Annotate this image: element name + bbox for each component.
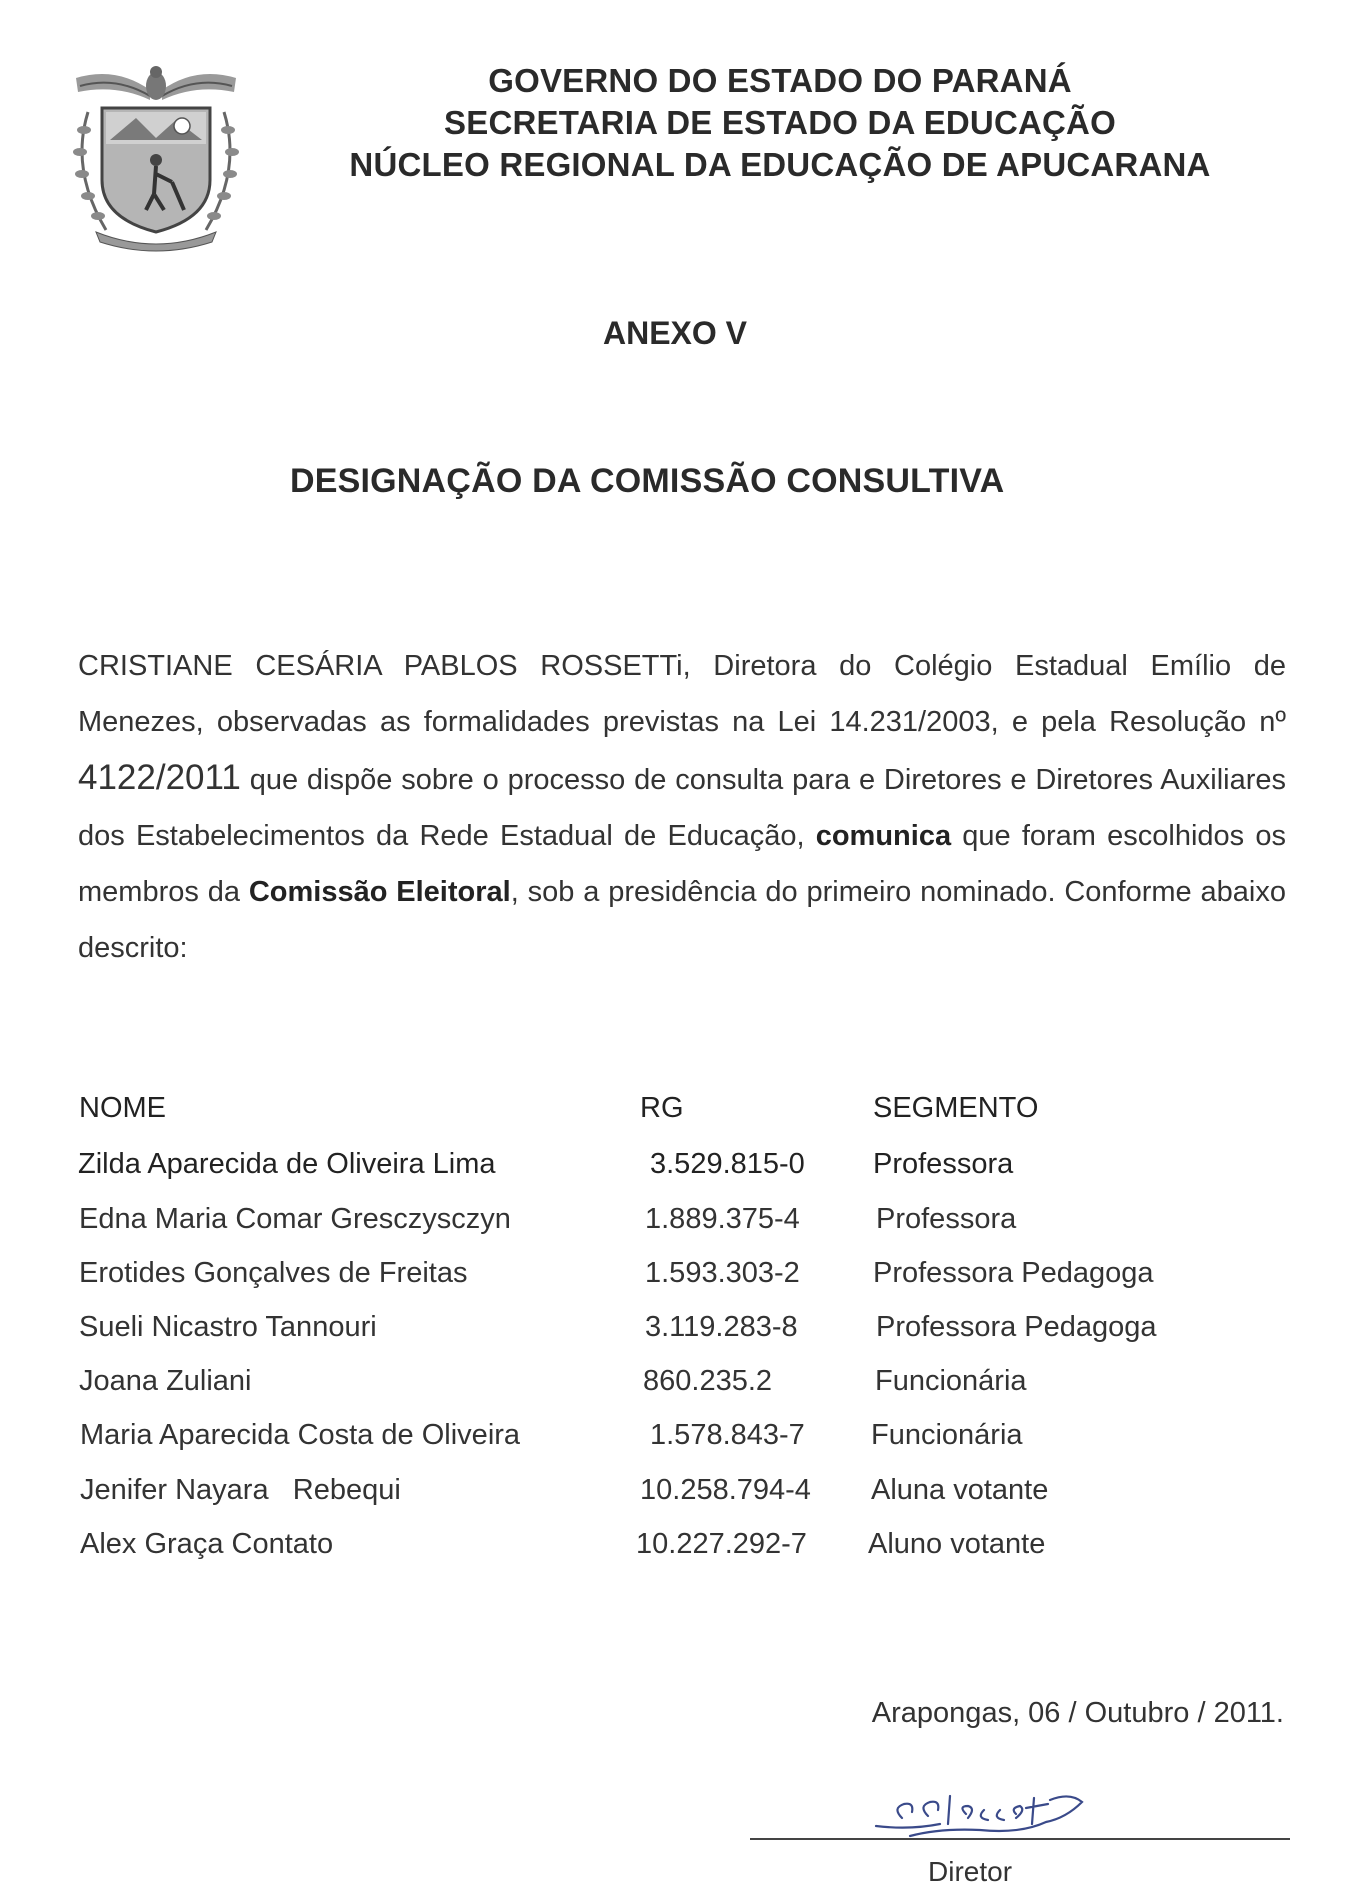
table-row — [0, 1257, 1350, 1311]
table-row — [0, 1311, 1350, 1365]
header-regional-nucleus: NÚCLEO REGIONAL DA EDUCAÇÃO DE APUCARANA — [349, 146, 1211, 183]
signature-line — [750, 1838, 1290, 1840]
member-name: Jenifer Nayara Rebequi — [80, 1474, 401, 1506]
member-rg: 3.119.283-8 — [645, 1311, 798, 1343]
document-title: DESIGNAÇÃO DA COMISSÃO CONSULTIVA — [290, 462, 1005, 500]
member-rg: 860.235.2 — [643, 1365, 773, 1397]
member-rg: 10.227.292-7 — [636, 1528, 807, 1560]
member-name: Edna Maria Comar Gresczysczyn — [79, 1203, 511, 1235]
header-secretariat: SECRETARIA DE ESTADO DA EDUCAÇÃO — [444, 104, 1116, 141]
member-segment: Aluno votante — [868, 1528, 1046, 1560]
table-row — [0, 1203, 1350, 1257]
member-rg: 1.593.303-2 — [645, 1257, 800, 1289]
body-bold-communicates: comunica — [815, 820, 952, 852]
signature-label: Diretor — [928, 1856, 1013, 1887]
resolution-number: 4122/2011 — [78, 758, 241, 797]
body-text-part1: CRISTIANE CESÁRIA PABLOS ROSSETTi, Diretora do Colégio Estadual Emílio de Menezes, observadas as formalidades previstas na Lei 14.231/2003, e pela Resolução nº — [78, 650, 1286, 738]
member-name: Maria Aparecida Costa de Oliveira — [80, 1419, 521, 1451]
table-row — [0, 1419, 1350, 1473]
member-name: Alex Graça Contato — [80, 1528, 334, 1560]
body-text-part3: que foram escolhidos os membros da — [78, 820, 1286, 908]
column-header-name: NOME — [79, 1092, 166, 1124]
table-row — [0, 1528, 1350, 1582]
document-header — [280, 60, 1280, 186]
member-name: Sueli Nicastro Tannouri — [79, 1311, 377, 1343]
column-header-rg: RG — [640, 1092, 684, 1124]
member-segment: Professora Pedagoga — [876, 1311, 1157, 1343]
member-segment: Aluna votante — [871, 1474, 1049, 1506]
body-paragraph — [78, 638, 1286, 976]
body-text-part2: que dispõe sobre o processo de consulta para e Diretores e Diretores Auxiliares dos Estabelecimentos da Rede Estadual de Educação, — [78, 764, 1286, 852]
header-government: GOVERNO DO ESTADO DO PARANÁ — [488, 62, 1072, 99]
member-rg: 1.889.375-4 — [645, 1203, 800, 1235]
member-rg: 1.578.843-7 — [650, 1419, 805, 1451]
member-segment: Professora — [876, 1203, 1017, 1235]
member-segment: Funcionária — [871, 1419, 1023, 1451]
table-row — [0, 1474, 1350, 1528]
table-row — [0, 1148, 1350, 1202]
member-segment: Funcionária — [875, 1365, 1027, 1397]
document-date: Arapongas, 06 / Outubro / 2011. — [871, 1697, 1284, 1729]
member-name: Joana Zuliani — [79, 1365, 252, 1397]
member-rg: 3.529.815-0 — [650, 1148, 805, 1180]
member-segment: Professora Pedagoga — [873, 1257, 1154, 1289]
member-rg: 10.258.794-4 — [640, 1474, 811, 1506]
column-header-segment: SEGMENTO — [873, 1092, 1039, 1124]
body-bold-commission: Comissão Eleitoral — [248, 876, 511, 908]
member-name: Zilda Aparecida de Oliveira Lima — [78, 1148, 496, 1180]
member-name: Erotides Gonçalves de Freitas — [79, 1257, 468, 1289]
body-text-part4: , sob a presidência do primeiro nominado. Conforme abaixo descrito: — [78, 876, 1286, 964]
member-segment: Professora — [873, 1148, 1014, 1180]
annex-title: ANEXO V — [602, 315, 748, 351]
table-row — [0, 1365, 1350, 1419]
parana-coat-of-arms-icon — [66, 60, 246, 256]
